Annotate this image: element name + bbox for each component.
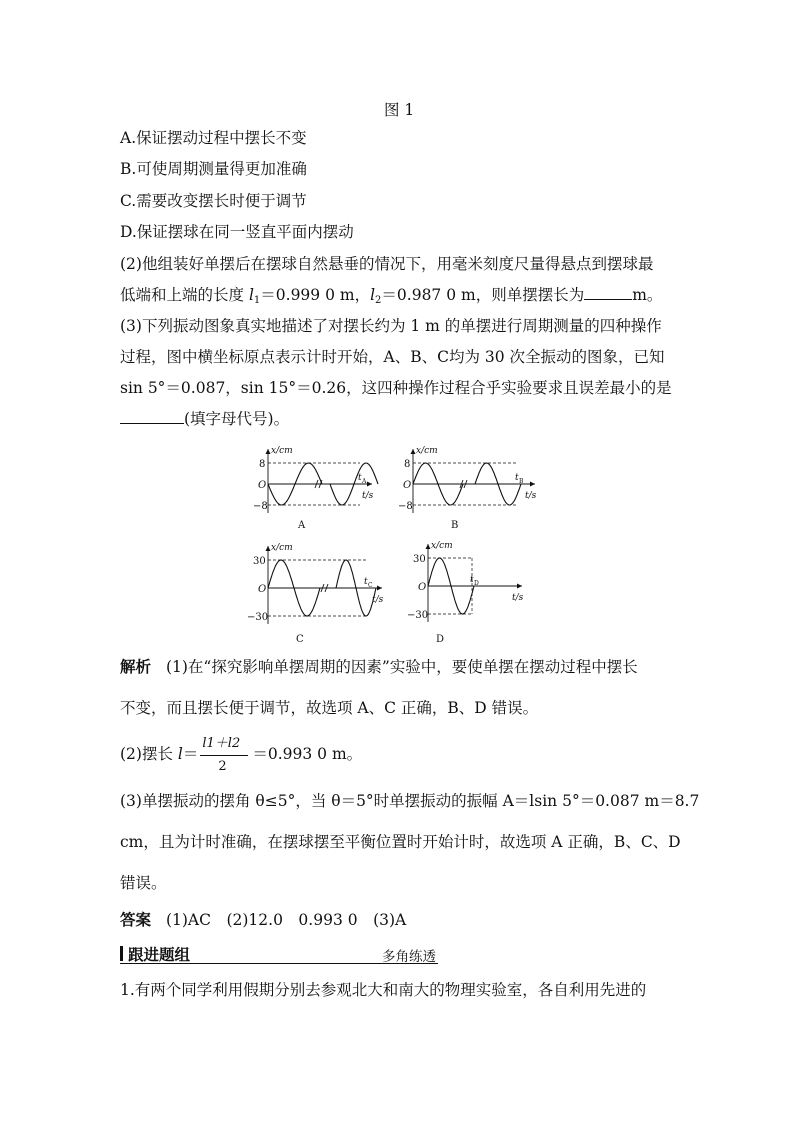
answer-heading: 答案 [120,910,152,929]
next-question: 1.有两个同学利用假期分别去参观北大和南大的物理实验室，各自利用先进的 [120,981,647,999]
y-max-label: 30 [253,556,266,567]
graph-b [398,446,537,531]
y-axis-label: x/cm [271,543,293,553]
graph-label: C [296,634,304,645]
y-min-label: −30 [247,612,269,623]
x-axis-label: t/s [362,491,374,501]
origin-label: O [403,480,412,491]
y-min-label: −8 [398,501,413,512]
y-min-label: −8 [253,501,268,512]
q2-line1: (2)他组装好单摆后在摆球自然悬垂的情况下，用毫米刻度尺量得悬点到摆球最 [120,255,654,273]
graph-a [253,446,378,531]
answer-line [120,910,406,930]
p2-eq: ＝ [182,745,199,763]
fraction [198,736,252,774]
t-end-label: t [470,575,474,585]
answer-text: (1)AC (2)12.0 0.993 0 (3)A [165,911,407,929]
analysis-heading: 解析 [120,657,152,676]
analysis-p2 [120,736,363,774]
q2-line2-post: m。 [632,286,663,304]
graph-label: D [436,634,445,645]
graph-label: B [451,520,459,531]
l1-symbol: l [248,286,254,304]
figure-caption: 图 1 [384,101,415,119]
fraction-denominator: 2 [218,759,227,774]
p2-post: ＝0.993 0 m。 [252,745,363,763]
follow-up-subtitle: 多角练透 [382,949,436,965]
l2-symbol: l [370,286,376,304]
option-b: B.可使周期测量得更加准确 [120,160,307,178]
t-axis-arrow [367,482,372,487]
y-max-label: 30 [413,554,426,565]
l1-subscript: 1 [253,295,261,306]
t-axis-arrow [530,482,535,487]
q3-line2: 过程，图中横坐标原点表示计时开始，A、B、C均为 30 次全振动的图象，已知 [120,348,665,366]
x-axis-arrow [266,546,271,551]
t-end-label: t [358,473,362,483]
l2-subscript: 2 [375,295,382,306]
t-end-subscript: B [519,478,524,485]
option-d: D.保证摆球在同一竖直平面内摆动 [120,223,354,241]
t-end-subscript: C [368,582,373,589]
q2-line2-pre: 低端和上端的长度 [120,286,249,304]
option-c: C.需要改变摆长时便于调节 [120,192,307,210]
q3-line4 [120,409,289,429]
vibration-graphs [230,436,560,646]
fraction-bar [200,755,248,756]
t-end-label: t [515,473,519,483]
origin-label: O [258,584,267,595]
origin-label: O [418,582,427,593]
y-min-label: −30 [407,610,429,621]
y-max-label: 8 [404,459,411,470]
q3-line4-post: (填字母代号)。 [184,410,290,428]
x-axis-arrow [266,449,271,454]
x-axis-label: t/s [512,593,524,603]
analysis-p1-line1 [120,657,638,677]
analysis-p3-line1: (3)单摆振动的摆角 θ≤5°，当 θ＝5°时单摆振动的振幅 A＝lsin 5°＝0.087 m＝8.7 [120,792,700,810]
follow-up-title: 跟进题组 [128,945,191,964]
y-axis-label: x/cm [271,446,293,456]
header-marker [120,946,123,961]
t-end-subscript: D [474,580,479,587]
answer-blank[interactable] [584,285,632,300]
follow-up-header [120,943,438,964]
x-axis-arrow [411,449,416,454]
l2-value: ＝0.987 0 m，则单摆摆长为 [381,286,585,304]
x-axis-label: t/s [372,595,384,605]
origin-label: O [258,480,267,491]
graph-c [247,543,384,645]
fraction-numerator: l1＋l2 [202,736,241,751]
l1-value: ＝0.999 0 m， [260,286,371,304]
analysis-p1-line2: 不变，而且摆长便于调节，故选项 A、C 正确，B、D 错误。 [120,699,539,717]
y-axis-label: x/cm [416,446,438,456]
p2-pre: (2)摆长 [120,745,178,763]
analysis-p3-line3: 错误。 [120,874,167,892]
option-a: A.保证摆动过程中摆长不变 [120,129,307,147]
y-max-label: 8 [259,459,266,470]
q2-line2 [120,285,662,311]
p2-var: l [177,745,183,763]
t-axis-arrow [517,584,522,589]
x-axis-label: t/s [525,491,537,501]
analysis-p1-text: (1)在“探究影响单摆周期的因素”实验中，要使单摆在摆动过程中摆长 [165,658,638,676]
x-axis-arrow [426,544,431,549]
q3-line1: (3)下列振动图象真实地描述了对摆长约为 1 m 的单摆进行周期测量的四种操作 [120,317,662,335]
graph-d [407,541,524,645]
answer-blank[interactable] [120,409,184,424]
t-end-label: t [364,577,368,587]
t-axis-arrow [377,586,382,591]
graph-label: A [298,520,306,531]
y-axis-label: x/cm [431,541,453,551]
analysis-p3-line2: cm，且为计时准确，在摆球摆至平衡位置时开始计时，故选项 A 正确，B、C、D [120,833,681,851]
t-end-subscript: A [362,478,367,485]
q3-line3: sin 5°＝0.087，sin 15°＝0.26，这四种操作过程合乎实验要求且误差最小的是 [120,379,672,397]
